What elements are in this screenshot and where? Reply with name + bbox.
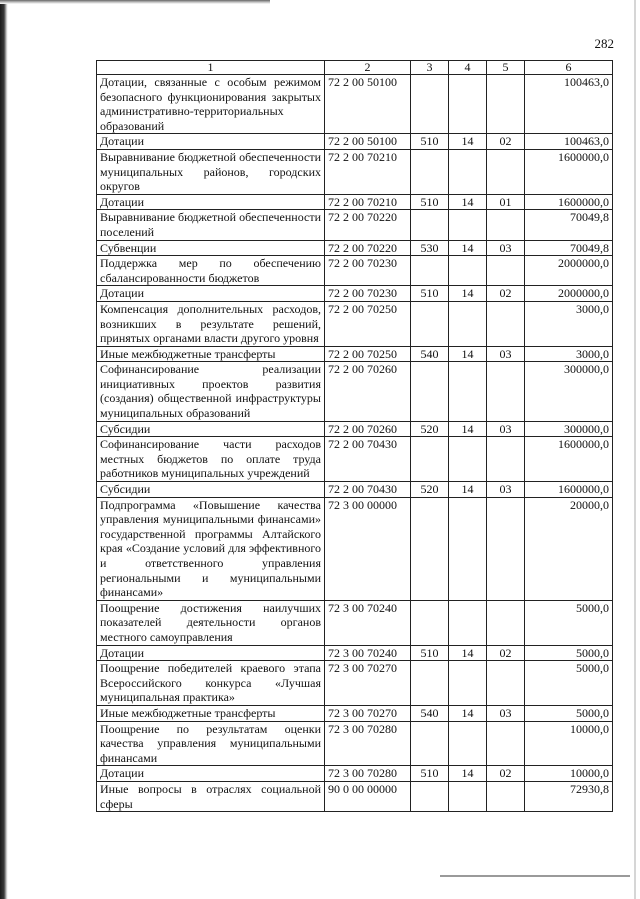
table-row (97, 600, 613, 645)
target-code-cell: 90 0 00 00000 (325, 781, 411, 811)
table-row (97, 362, 613, 421)
expense-type-cell: 510 (411, 766, 449, 782)
subsection-cell: 02 (487, 645, 525, 661)
subsection-cell (487, 600, 525, 645)
expense-type-cell (411, 661, 449, 706)
section-cell (449, 301, 487, 346)
expense-name-cell: Подпрограмма «Повышение качества управления муниципальными финансами» государственной программы Алтайского края «Создание условий для эффективного и ответственного управления региональными и муниципальными финансами» (97, 497, 325, 600)
expense-name-cell: Поощрение победителей краевого этапа Всероссийского конкурса «Лучшая муниципальная практика» (97, 661, 325, 706)
target-code-cell: 72 2 00 70250 (325, 301, 411, 346)
section-cell: 14 (449, 286, 487, 302)
section-cell: 14 (449, 346, 487, 362)
expense-name-cell: Выравнивание бюджетной обеспеченности муниципальных районов, городских округов (97, 149, 325, 194)
column-header-3: 3 (411, 61, 449, 75)
table-row (97, 497, 613, 600)
amount-cell: 100463,0 (525, 134, 613, 150)
expense-type-cell (411, 437, 449, 482)
section-cell (449, 497, 487, 600)
table-row (97, 194, 613, 210)
expense-type-cell: 540 (411, 705, 449, 721)
section-cell (449, 721, 487, 766)
expense-type-cell (411, 497, 449, 600)
expense-name-cell: Дотации (97, 194, 325, 210)
amount-cell: 3000,0 (525, 301, 613, 346)
section-cell (449, 149, 487, 194)
table-row (97, 766, 613, 782)
expense-name-cell: Субсидии (97, 482, 325, 498)
expense-type-cell: 510 (411, 645, 449, 661)
section-cell (449, 75, 487, 134)
expense-name-cell: Иные межбюджетные трансферты (97, 705, 325, 721)
subsection-cell: 02 (487, 134, 525, 150)
table-row (97, 149, 613, 194)
expense-name-cell: Дотации (97, 645, 325, 661)
section-cell: 14 (449, 645, 487, 661)
amount-cell: 5000,0 (525, 705, 613, 721)
target-code-cell: 72 2 00 70220 (325, 210, 411, 240)
target-code-cell: 72 3 00 70270 (325, 661, 411, 706)
table-row (97, 705, 613, 721)
expense-type-cell: 510 (411, 134, 449, 150)
subsection-cell (487, 256, 525, 286)
expense-name-cell: Субвенции (97, 240, 325, 256)
amount-cell: 10000,0 (525, 766, 613, 782)
target-code-cell: 72 2 00 70210 (325, 149, 411, 194)
target-code-cell: 72 2 00 70210 (325, 194, 411, 210)
expense-name-cell: Иные вопросы в отраслях социальной сферы (97, 781, 325, 811)
amount-cell: 2000000,0 (525, 256, 613, 286)
subsection-cell: 02 (487, 766, 525, 782)
expense-type-cell: 540 (411, 346, 449, 362)
subsection-cell: 03 (487, 421, 525, 437)
section-cell: 14 (449, 134, 487, 150)
subsection-cell (487, 497, 525, 600)
column-header-6: 6 (525, 61, 613, 75)
amount-cell: 300000,0 (525, 421, 613, 437)
table-row (97, 721, 613, 766)
subsection-cell: 03 (487, 346, 525, 362)
column-header-1: 1 (97, 61, 325, 75)
expense-name-cell: Поддержка мер по обеспечению сбалансированности бюджетов (97, 256, 325, 286)
table-row (97, 256, 613, 286)
table-row (97, 134, 613, 150)
expense-type-cell (411, 149, 449, 194)
expense-type-cell: 520 (411, 421, 449, 437)
scan-shadow-right (634, 0, 636, 899)
subsection-cell (487, 210, 525, 240)
expense-name-cell: Субсидии (97, 421, 325, 437)
subsection-cell: 01 (487, 194, 525, 210)
expense-type-cell: 530 (411, 240, 449, 256)
section-cell: 14 (449, 421, 487, 437)
subsection-cell (487, 362, 525, 421)
page-number: 282 (594, 36, 614, 51)
amount-cell: 70049,8 (525, 240, 613, 256)
section-cell (449, 661, 487, 706)
subsection-cell: 03 (487, 482, 525, 498)
amount-cell: 72930,8 (525, 781, 613, 811)
section-cell (449, 781, 487, 811)
expense-type-cell: 510 (411, 286, 449, 302)
table-row (97, 346, 613, 362)
subsection-cell (487, 437, 525, 482)
expense-name-cell: Поощрение по результатам оценки качества управления муниципальными финансами (97, 721, 325, 766)
amount-cell: 70049,8 (525, 210, 613, 240)
expense-name-cell: Компенсация дополнительных расходов, возникших в результате решений, принятых органами власти другого уровня (97, 301, 325, 346)
scan-shadow-bottom (440, 875, 630, 877)
subsection-cell: 03 (487, 705, 525, 721)
column-header-4: 4 (449, 61, 487, 75)
section-cell (449, 256, 487, 286)
amount-cell: 300000,0 (525, 362, 613, 421)
table-body (97, 75, 613, 812)
target-code-cell: 72 2 00 70430 (325, 482, 411, 498)
target-code-cell: 72 2 00 50100 (325, 75, 411, 134)
expense-name-cell: Дотации (97, 134, 325, 150)
expense-type-cell (411, 301, 449, 346)
target-code-cell: 72 2 00 70230 (325, 286, 411, 302)
table-row (97, 661, 613, 706)
table-row (97, 482, 613, 498)
expense-name-cell: Софинансирование части расходов местных бюджетов по оплате труда работников муниципальных учреждений (97, 437, 325, 482)
target-code-cell: 72 2 00 70230 (325, 256, 411, 286)
budget-table (96, 60, 613, 812)
table-row (97, 645, 613, 661)
table-row (97, 421, 613, 437)
section-cell: 14 (449, 240, 487, 256)
expense-name-cell: Иные межбюджетные трансферты (97, 346, 325, 362)
subsection-cell (487, 661, 525, 706)
table-row (97, 75, 613, 134)
section-cell: 14 (449, 194, 487, 210)
amount-cell: 5000,0 (525, 600, 613, 645)
scan-shadow-left (0, 0, 8, 899)
subsection-cell (487, 149, 525, 194)
expense-name-cell: Дотации (97, 766, 325, 782)
amount-cell: 20000,0 (525, 497, 613, 600)
target-code-cell: 72 3 00 70240 (325, 645, 411, 661)
target-code-cell: 72 2 00 70250 (325, 346, 411, 362)
amount-cell: 3000,0 (525, 346, 613, 362)
target-code-cell: 72 3 00 70240 (325, 600, 411, 645)
scan-shadow-top (0, 0, 270, 4)
subsection-cell (487, 301, 525, 346)
expense-type-cell (411, 600, 449, 645)
table-row (97, 210, 613, 240)
amount-cell: 1600000,0 (525, 437, 613, 482)
target-code-cell: 72 3 00 70270 (325, 705, 411, 721)
amount-cell: 2000000,0 (525, 286, 613, 302)
amount-cell: 1600000,0 (525, 194, 613, 210)
section-cell: 14 (449, 705, 487, 721)
expense-type-cell (411, 781, 449, 811)
expense-name-cell: Дотации, связанные с особым режимом безопасного функционирования закрытых административно-территориальных образований (97, 75, 325, 134)
section-cell (449, 362, 487, 421)
column-header-2: 2 (325, 61, 411, 75)
expense-name-cell: Выравнивание бюджетной обеспеченности поселений (97, 210, 325, 240)
table-row (97, 301, 613, 346)
target-code-cell: 72 2 00 70220 (325, 240, 411, 256)
target-code-cell: 72 2 00 70260 (325, 421, 411, 437)
table-row (97, 437, 613, 482)
table-row (97, 781, 613, 811)
column-header-5: 5 (487, 61, 525, 75)
amount-cell: 5000,0 (525, 645, 613, 661)
expense-name-cell: Дотации (97, 286, 325, 302)
section-cell (449, 600, 487, 645)
section-cell (449, 210, 487, 240)
subsection-cell: 02 (487, 286, 525, 302)
expense-type-cell (411, 362, 449, 421)
section-cell: 14 (449, 766, 487, 782)
subsection-cell (487, 781, 525, 811)
target-code-cell: 72 2 00 50100 (325, 134, 411, 150)
expense-type-cell (411, 210, 449, 240)
subsection-cell: 03 (487, 240, 525, 256)
section-cell (449, 437, 487, 482)
expense-type-cell (411, 721, 449, 766)
amount-cell: 10000,0 (525, 721, 613, 766)
amount-cell: 5000,0 (525, 661, 613, 706)
expense-name-cell: Софинансирование реализации инициативных проектов развития (создания) общественной инфраструктуры муниципальных образований (97, 362, 325, 421)
expense-type-cell (411, 256, 449, 286)
table-row (97, 240, 613, 256)
expense-type-cell (411, 75, 449, 134)
table-header-row (97, 61, 613, 75)
subsection-cell (487, 721, 525, 766)
subsection-cell (487, 75, 525, 134)
target-code-cell: 72 3 00 70280 (325, 766, 411, 782)
table-row (97, 286, 613, 302)
target-code-cell: 72 3 00 00000 (325, 497, 411, 600)
amount-cell: 1600000,0 (525, 482, 613, 498)
expense-name-cell: Поощрение достижения наилучших показателей деятельности органов местного самоуправления (97, 600, 325, 645)
target-code-cell: 72 2 00 70260 (325, 362, 411, 421)
amount-cell: 100463,0 (525, 75, 613, 134)
amount-cell: 1600000,0 (525, 149, 613, 194)
section-cell: 14 (449, 482, 487, 498)
expense-type-cell: 510 (411, 194, 449, 210)
target-code-cell: 72 3 00 70280 (325, 721, 411, 766)
target-code-cell: 72 2 00 70430 (325, 437, 411, 482)
expense-type-cell: 520 (411, 482, 449, 498)
